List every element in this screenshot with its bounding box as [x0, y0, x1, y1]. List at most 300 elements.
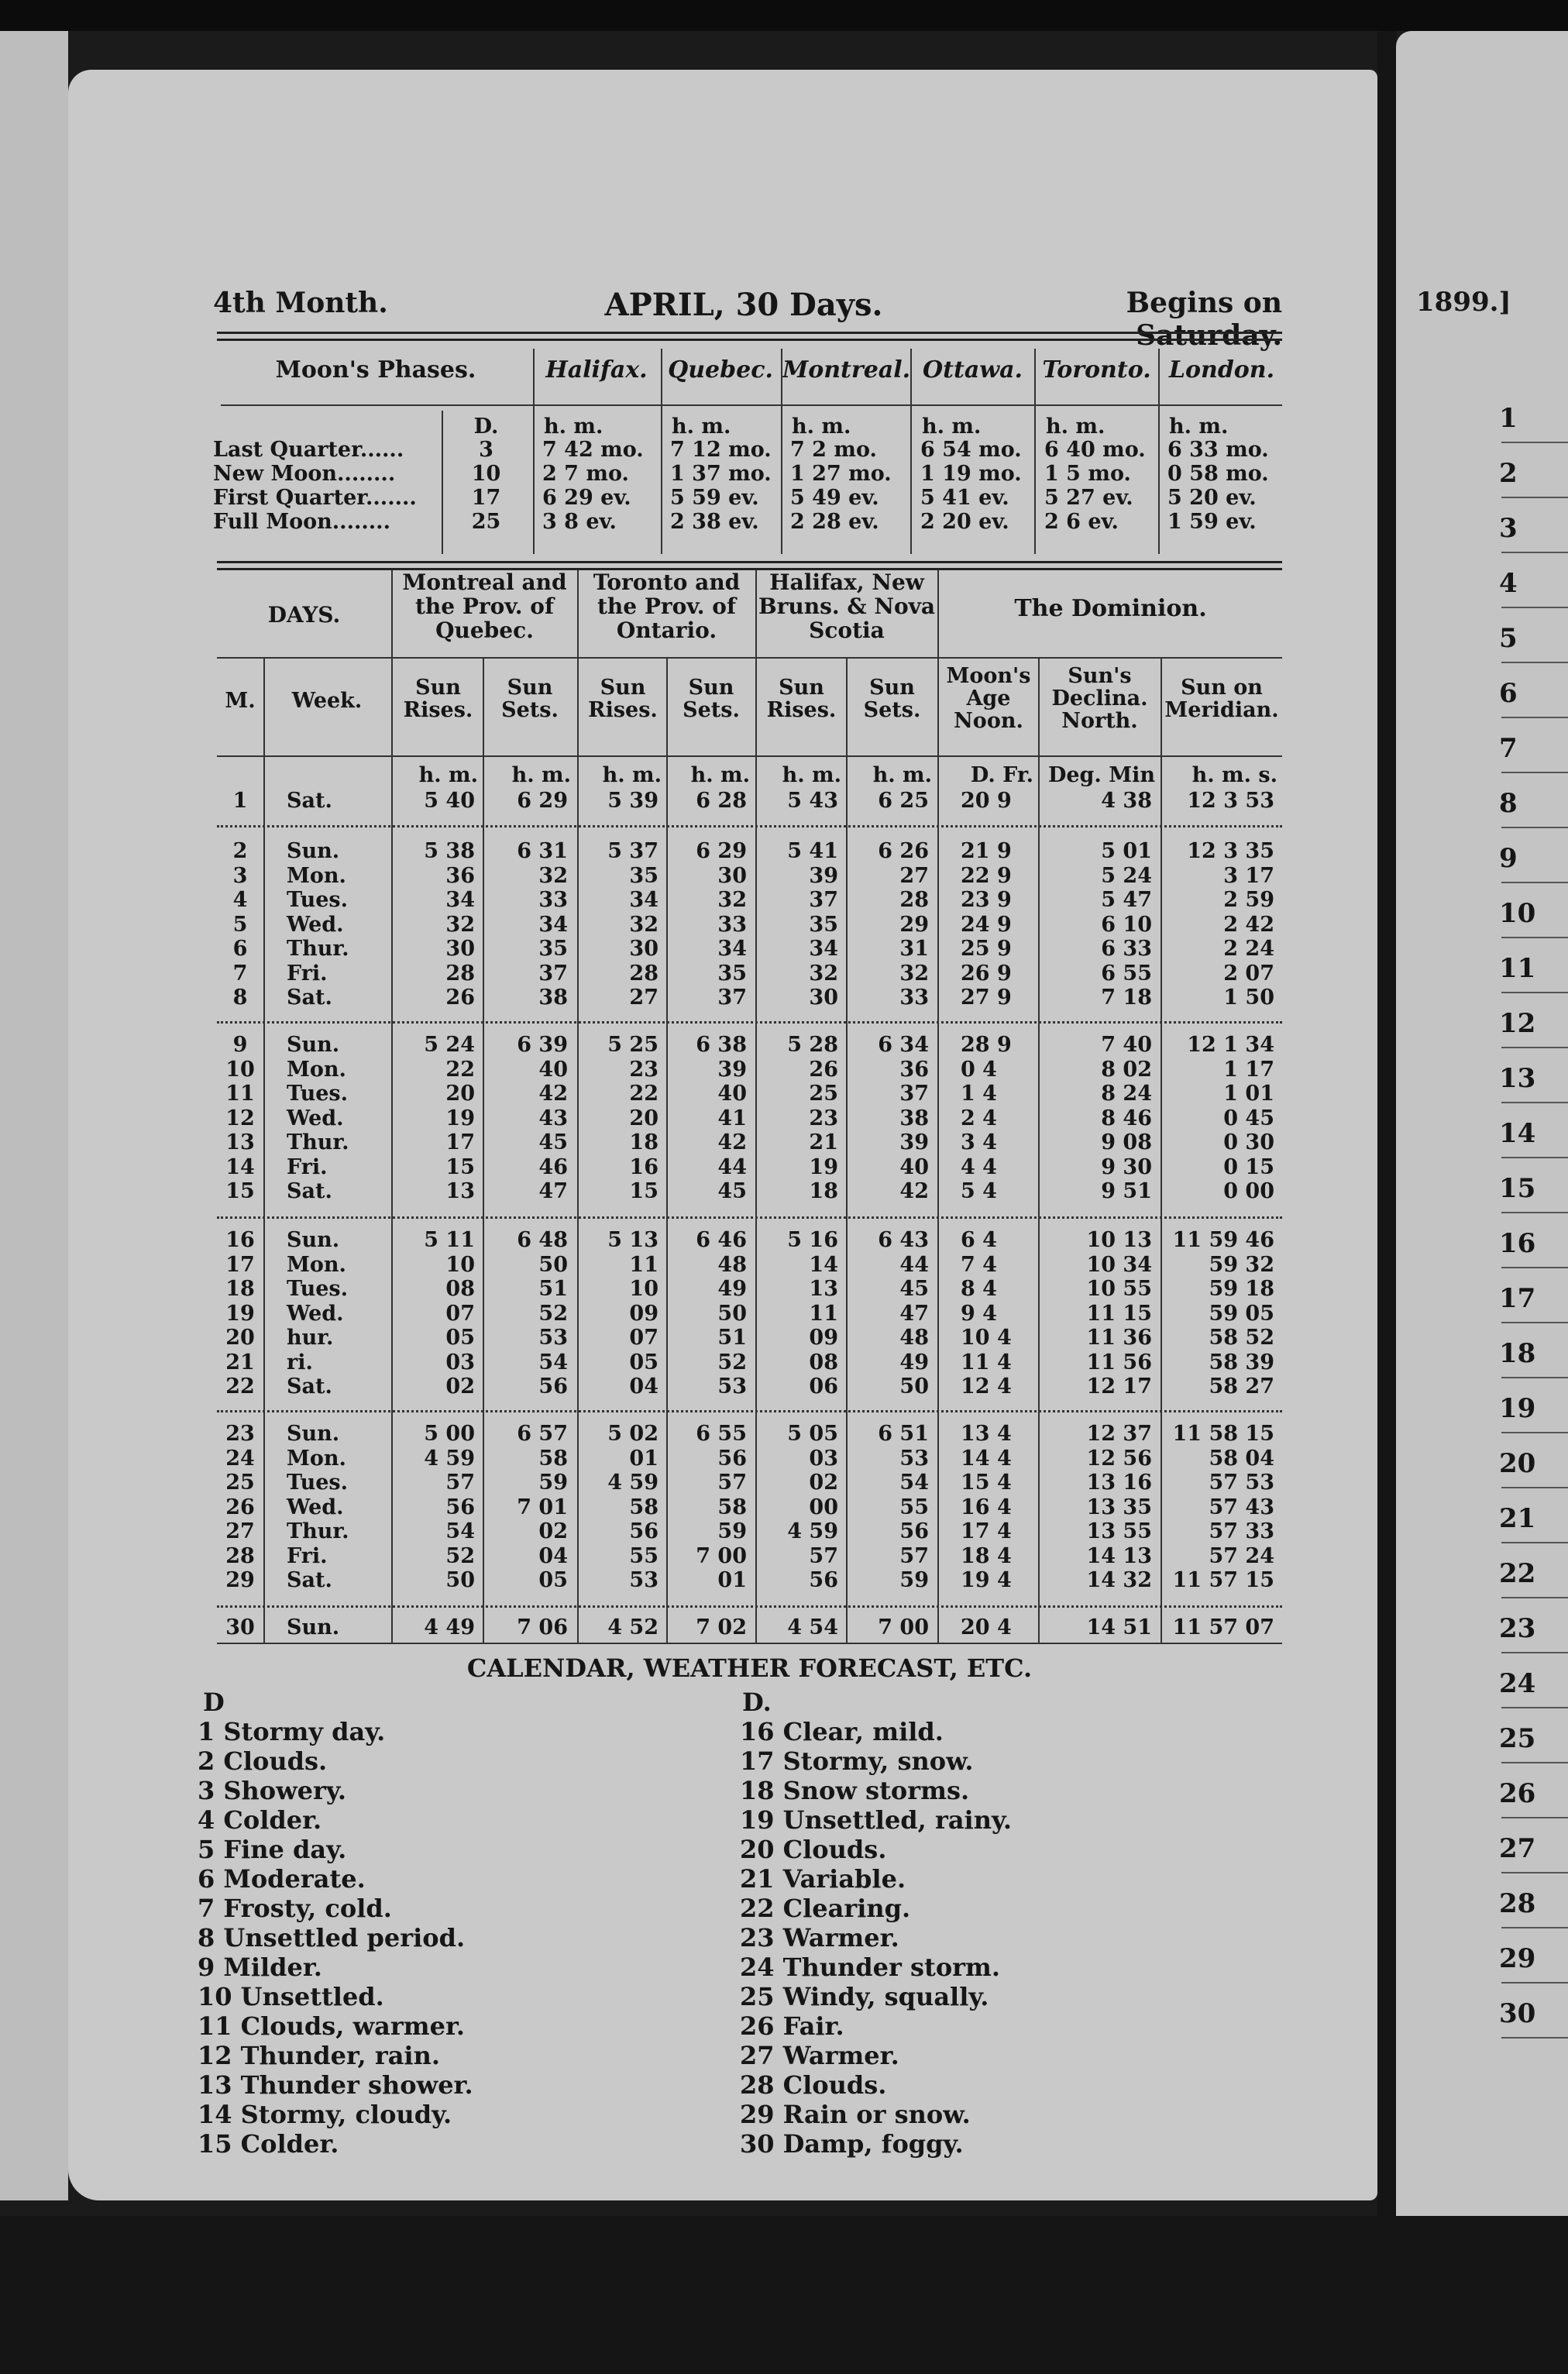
table-cell: 47: [899, 1301, 929, 1326]
calendar-entry: 12 Thunder, rain.: [198, 2041, 440, 2070]
table-cell: 22 9: [961, 863, 1012, 888]
phase-city-montreal: Montreal.: [782, 356, 911, 384]
table-cell: 54: [538, 1350, 568, 1375]
table-cell: 34: [809, 937, 838, 961]
table-cell: Sun.: [287, 1033, 340, 1057]
table-cell: 51: [717, 1326, 747, 1350]
table-cell: 24 9: [961, 912, 1012, 937]
table-cell: 53: [629, 1568, 658, 1592]
table-cell: 0 15: [1223, 1154, 1274, 1179]
phase-time: 7 42 mo.: [542, 438, 644, 462]
table-cell: 23 9: [961, 888, 1012, 912]
table-cell: 10 34: [1086, 1252, 1152, 1277]
table-cell: 39: [899, 1130, 929, 1154]
facing-day-number: 12: [1499, 1008, 1536, 1039]
phase-city-london: London.: [1168, 356, 1275, 384]
phase-city-quebec: Quebec.: [668, 356, 773, 384]
table-cell: 4 59: [607, 1471, 658, 1495]
table-cell: Thur.: [287, 1130, 349, 1154]
table-cell: 2: [232, 839, 248, 863]
table-cell: 42: [899, 1179, 929, 1203]
phase-time: 2 6 ev.: [1044, 510, 1119, 534]
table-cell: 59 05: [1209, 1301, 1274, 1326]
table-cell: 20: [629, 1106, 658, 1130]
header-rule: [217, 332, 1282, 334]
table-cell: 41: [717, 1106, 747, 1130]
calendar-entry: 16 Clear, mild.: [740, 1717, 944, 1746]
facing-page-year: 1899.]: [1416, 287, 1511, 318]
facing-day-number: 24: [1499, 1668, 1536, 1699]
table-cell: 5 00: [424, 1422, 475, 1446]
table-cell: 03: [809, 1446, 838, 1471]
phase-time: 6 54 mo.: [920, 438, 1022, 462]
table-cell: 8 24: [1101, 1082, 1152, 1106]
table-cell: Tues.: [287, 888, 349, 912]
unit-label: Deg. Min: [1047, 763, 1155, 787]
table-cell: 57 33: [1209, 1519, 1274, 1543]
table-cell: 7 00: [878, 1615, 929, 1639]
table-cell: 6 28: [696, 789, 747, 813]
facing-day-number: 2: [1499, 458, 1518, 489]
table-cell: 30: [445, 937, 475, 961]
table-cell: 02: [538, 1519, 568, 1543]
table-cell: 56: [629, 1519, 658, 1543]
phase-name: New Moon........: [213, 462, 396, 486]
calendar-entry: 28 Clouds.: [740, 2070, 887, 2100]
table-cell: 04: [629, 1375, 658, 1399]
table-cell: Sat.: [287, 789, 332, 813]
group-quebec: Montreal and the Prov. of Quebec.: [402, 569, 567, 643]
table-cell: 15: [629, 1179, 658, 1203]
table-cell: 7 02: [696, 1615, 747, 1639]
table-cell: 12 3 53: [1187, 789, 1274, 813]
table-cell: 49: [717, 1277, 747, 1301]
row-line: [1501, 2037, 1568, 2094]
table-cell: 5 16: [787, 1228, 838, 1252]
table-cell: 11: [809, 1301, 838, 1326]
table-cell: 07: [629, 1326, 658, 1350]
table-cell: 45: [899, 1277, 929, 1301]
phase-time: 1 59 ev.: [1167, 510, 1257, 534]
table-cell: 56: [899, 1519, 929, 1543]
table-cell: 7 18: [1101, 986, 1152, 1010]
table-cell: 57: [899, 1543, 929, 1568]
table-cell: 7 40: [1101, 1033, 1152, 1057]
table-cell: 14: [809, 1252, 838, 1277]
table-cell: 56: [809, 1568, 838, 1592]
phase-time: 7 12 mo.: [670, 438, 772, 462]
phase-day: 10: [471, 462, 501, 486]
table-cell: 6 46: [696, 1228, 747, 1252]
table-cell: 57: [445, 1471, 475, 1495]
facing-day-number: 7: [1499, 733, 1518, 764]
table-cell: 09: [629, 1301, 658, 1326]
table-cell: 9 51: [1101, 1179, 1152, 1203]
table-cell: Sat.: [287, 1375, 332, 1399]
table-cell: 18 4: [961, 1543, 1012, 1568]
phase-unit-hm: h. m.: [792, 415, 851, 439]
table-cell: 2 42: [1223, 912, 1274, 937]
table-cell: 22: [445, 1057, 475, 1082]
phase-time: 1 37 mo.: [670, 462, 772, 486]
phase-time: 5 49 ev.: [790, 486, 879, 510]
table-cell: 12 3 35: [1187, 839, 1274, 863]
col-sun-rises-q: Sun Rises.: [403, 676, 473, 722]
phase-unit-hm: h. m.: [922, 415, 982, 439]
table-cell: Fri.: [287, 1154, 328, 1179]
page-title: APRIL, 30 Days.: [604, 287, 883, 323]
table-cell: 49: [899, 1350, 929, 1375]
table-cell: 6 29: [696, 839, 747, 863]
table-cell: 13: [809, 1277, 838, 1301]
table-cell: 12: [225, 1106, 255, 1130]
table-cell: 19: [225, 1301, 255, 1326]
calendar-entry: 14 Stormy, cloudy.: [198, 2100, 452, 2129]
table-cell: 51: [538, 1277, 568, 1301]
table-cell: 55: [629, 1543, 658, 1568]
table-header-line: [217, 657, 1282, 659]
table-cell: 23: [225, 1422, 255, 1446]
facing-day-number: 30: [1499, 1998, 1536, 2029]
phase-unit-hm: h. m.: [1169, 415, 1229, 439]
table-cell: 23: [809, 1106, 838, 1130]
col-sun-sets-o: Sun Sets.: [683, 676, 740, 722]
table-cell: 42: [538, 1082, 568, 1106]
table-cell: 31: [899, 937, 929, 961]
facing-day-number: 29: [1499, 1943, 1536, 1974]
calendar-entry: 10 Unsettled.: [198, 1982, 384, 2011]
table-cell: 00: [809, 1495, 838, 1519]
table-cell: 57 53: [1209, 1471, 1274, 1495]
table-cell: 5 01: [1101, 839, 1152, 863]
table-cell: 6 33: [1101, 937, 1152, 961]
subheader-line: [217, 755, 1282, 757]
table-cell: 2 07: [1223, 961, 1274, 986]
table-cell: 5 38: [424, 839, 475, 863]
table-cell: 7 00: [696, 1543, 747, 1568]
week-separator: [217, 1605, 1282, 1608]
phase-time: 5 41 ev.: [920, 486, 1009, 510]
table-cell: 50: [445, 1568, 475, 1592]
table-cell: Wed.: [287, 912, 344, 937]
table-cell: 19: [809, 1154, 838, 1179]
table-cell: 34: [445, 888, 475, 912]
phase-divider: [661, 349, 662, 554]
table-cell: 54: [899, 1471, 929, 1495]
phase-time: 5 59 ev.: [670, 486, 759, 510]
table-cell: 6: [232, 937, 248, 961]
table-cell: 21: [225, 1350, 255, 1375]
table-cell: 11 59 46: [1172, 1228, 1274, 1252]
facing-day-number: 26: [1499, 1778, 1536, 1809]
table-cell: Sun.: [287, 839, 340, 863]
table-cell: 5 05: [787, 1422, 838, 1446]
table-cell: 28: [445, 961, 475, 986]
table-cell: 59: [538, 1471, 568, 1495]
table-cell: 6 55: [696, 1422, 747, 1446]
table-cell: 30: [629, 937, 658, 961]
table-cell: 55: [899, 1495, 929, 1519]
table-cell: 6 57: [517, 1422, 568, 1446]
table-cell: 6 31: [517, 839, 568, 863]
facing-day-number: 21: [1499, 1503, 1536, 1534]
table-cell: Tues.: [287, 1082, 349, 1106]
phases-header-line: [221, 404, 1282, 406]
table-cell: 6 25: [878, 789, 929, 813]
facing-day-number: 28: [1499, 1888, 1536, 1919]
phase-name: Last Quarter......: [213, 438, 404, 462]
table-cell: 4: [232, 888, 248, 912]
facing-day-number: 23: [1499, 1613, 1536, 1644]
calendar-entry: 15 Colder.: [198, 2129, 339, 2159]
table-cell: 56: [538, 1375, 568, 1399]
table-cell: 57 24: [1209, 1543, 1274, 1568]
phase-divider: [910, 349, 912, 554]
table-cell: 5 28: [787, 1033, 838, 1057]
table-cell: 22: [225, 1375, 255, 1399]
table-cell: 10: [225, 1057, 255, 1082]
phase-day: 17: [471, 486, 501, 510]
phase-day: 25: [471, 510, 501, 534]
table-cell: 11 58 15: [1172, 1422, 1274, 1446]
calendar-right-head: D.: [742, 1688, 772, 1717]
facing-day-number: 19: [1499, 1393, 1536, 1424]
table-cell: 13: [445, 1179, 475, 1203]
table-cell: 8 4: [961, 1277, 997, 1301]
table-cell: 39: [809, 863, 838, 888]
table-cell: 34: [717, 937, 747, 961]
table-cell: 10 55: [1086, 1277, 1152, 1301]
calendar-entry: 22 Clearing.: [740, 1894, 911, 1923]
table-divider: [391, 570, 393, 1643]
phase-time: 2 20 ev.: [920, 510, 1009, 534]
facing-day-number: 4: [1499, 568, 1518, 599]
table-cell: 30: [809, 986, 838, 1010]
col-moon-age: Moon's Age Noon.: [946, 664, 1031, 733]
table-cell: 4 49: [424, 1615, 475, 1639]
table-cell: 52: [717, 1350, 747, 1375]
table-cell: Wed.: [287, 1106, 344, 1130]
phase-name: First Quarter.......: [213, 486, 417, 510]
phase-divider: [781, 349, 782, 554]
phase-time: 1 5 mo.: [1044, 462, 1131, 486]
table-cell: 20: [445, 1082, 475, 1106]
facing-day-number: 25: [1499, 1723, 1536, 1754]
table-cell: 25 9: [961, 937, 1012, 961]
table-cell: 44: [899, 1252, 929, 1277]
col-sun-sets-ns: Sun Sets.: [863, 676, 921, 722]
table-cell: 35: [629, 863, 658, 888]
phase-divider: [1158, 349, 1160, 554]
table-cell: 29: [225, 1568, 255, 1592]
table-cell: 6 34: [878, 1033, 929, 1057]
table-cell: 5 47: [1101, 888, 1152, 912]
table-cell: 13 35: [1086, 1495, 1152, 1519]
calendar-entry: 26 Fair.: [740, 2011, 844, 2041]
facing-day-number: 20: [1499, 1448, 1536, 1479]
table-cell: 7: [232, 961, 248, 986]
calendar-entry: 6 Moderate.: [198, 1864, 366, 1894]
table-cell: 16: [225, 1228, 255, 1252]
bottom-border: [0, 2216, 1568, 2374]
table-cell: 12 56: [1086, 1446, 1152, 1471]
table-cell: 45: [538, 1130, 568, 1154]
table-cell: 9 08: [1101, 1130, 1152, 1154]
calendar-entry: 20 Clouds.: [740, 1835, 887, 1864]
table-cell: 6 38: [696, 1033, 747, 1057]
table-cell: 4 38: [1101, 789, 1152, 813]
phase-divider: [533, 349, 535, 554]
table-cell: 11: [629, 1252, 658, 1277]
table-cell: 26: [225, 1495, 255, 1519]
table-cell: 1: [232, 789, 248, 813]
table-cell: 20 9: [961, 789, 1012, 813]
table-cell: 11 57 15: [1172, 1568, 1274, 1592]
table-cell: 14 51: [1086, 1615, 1152, 1639]
calendar-entry: 1 Stormy day.: [198, 1717, 386, 1746]
table-cell: Sun.: [287, 1615, 340, 1639]
unit-label: h. m.: [602, 763, 662, 787]
facing-day-number: 13: [1499, 1063, 1536, 1094]
table-cell: 14 13: [1086, 1543, 1152, 1568]
table-cell: 1 4: [961, 1082, 997, 1106]
table-cell: 3: [232, 863, 248, 888]
table-cell: Tues.: [287, 1277, 349, 1301]
facing-day-number: 16: [1499, 1228, 1536, 1259]
table-cell: 42: [717, 1130, 747, 1154]
facing-day-number: 18: [1499, 1338, 1536, 1369]
table-cell: 58 27: [1209, 1375, 1274, 1399]
table-cell: 10 4: [961, 1326, 1012, 1350]
table-cell: 11 56: [1086, 1350, 1152, 1375]
table-cell: 6 48: [517, 1228, 568, 1252]
table-cell: 14 32: [1086, 1568, 1152, 1592]
table-cell: 16 4: [961, 1495, 1012, 1519]
facing-day-number: 22: [1499, 1558, 1536, 1589]
table-cell: 58: [538, 1446, 568, 1471]
table-cell: 58 39: [1209, 1350, 1274, 1375]
table-cell: 5 37: [607, 839, 658, 863]
table-cell: 18: [629, 1130, 658, 1154]
phase-time: 1 27 mo.: [790, 462, 892, 486]
table-cell: 46: [538, 1154, 568, 1179]
week-separator: [217, 1021, 1282, 1024]
table-cell: 15: [225, 1179, 255, 1203]
table-cell: 1 17: [1223, 1057, 1274, 1082]
table-cell: 19 4: [961, 1568, 1012, 1592]
table-cell: 23: [629, 1057, 658, 1082]
table-cell: Sat.: [287, 1179, 332, 1203]
table-cell: 43: [538, 1106, 568, 1130]
table-cell: 26 9: [961, 961, 1012, 986]
table-cell: 6 51: [878, 1422, 929, 1446]
phase-unit-hm: h. m.: [544, 415, 603, 439]
table-cell: Mon.: [287, 1252, 346, 1277]
table-cell: 32: [538, 863, 568, 888]
calendar-entry: 21 Variable.: [740, 1864, 906, 1894]
table-cell: hur.: [287, 1326, 334, 1350]
table-cell: 52: [538, 1301, 568, 1326]
table-cell: 28 9: [961, 1033, 1012, 1057]
table-cell: 01: [717, 1568, 747, 1592]
table-cell: 6 43: [878, 1228, 929, 1252]
table-cell: 12 17: [1086, 1375, 1152, 1399]
col-sun-rises-o: Sun Rises.: [588, 676, 658, 722]
phase-day: 3: [479, 438, 493, 462]
week-separator: [217, 1216, 1282, 1219]
unit-label: h. m.: [690, 763, 750, 787]
table-cell: 13: [225, 1130, 255, 1154]
unit-label: h. m.: [872, 763, 932, 787]
table-cell: 47: [538, 1179, 568, 1203]
facing-day-number: 8: [1499, 788, 1518, 819]
table-cell: 32: [717, 888, 747, 912]
unit-label: D. Fr.: [970, 763, 1033, 787]
phase-time: 6 29 ev.: [542, 486, 631, 510]
table-cell: 08: [445, 1277, 475, 1301]
table-cell: 0 30: [1223, 1130, 1274, 1154]
days-label: DAYS.: [267, 602, 341, 628]
table-cell: 22: [629, 1082, 658, 1106]
table-cell: Mon.: [287, 1057, 346, 1082]
table-cell: Sun.: [287, 1228, 340, 1252]
phases-bottom-rule: [217, 561, 1282, 563]
table-cell: 21 9: [961, 839, 1012, 863]
left-page-edge: [0, 31, 68, 2200]
table-cell: 5 25: [607, 1033, 658, 1057]
table-cell: 40: [717, 1082, 747, 1106]
calendar-entry: 18 Snow storms.: [740, 1776, 970, 1805]
col-sun-rises-ns: Sun Rises.: [766, 676, 837, 722]
col-meridian: Sun on Meridian.: [1164, 676, 1279, 722]
table-cell: 24: [225, 1446, 255, 1471]
unit-label: h. m. s.: [1191, 763, 1277, 787]
calendar-entry: 23 Warmer.: [740, 1923, 899, 1953]
table-cell: 2 59: [1223, 888, 1274, 912]
table-cell: 04: [538, 1543, 568, 1568]
table-cell: 35: [809, 912, 838, 937]
table-cell: 01: [629, 1446, 658, 1471]
table-cell: 5 43: [787, 789, 838, 813]
calendar-entry: 4 Colder.: [198, 1805, 322, 1835]
phase-unit-d: D.: [473, 415, 499, 439]
facing-day-number: 11: [1499, 953, 1536, 984]
table-cell: 1 50: [1223, 986, 1274, 1010]
facing-day-number: 1: [1499, 403, 1518, 434]
begins-on: Begins on Saturday.: [1126, 287, 1282, 352]
table-cell: 5 24: [1101, 863, 1152, 888]
table-cell: Wed.: [287, 1495, 344, 1519]
calendar-entry: 5 Fine day.: [198, 1835, 347, 1864]
table-cell: 56: [445, 1495, 475, 1519]
table-cell: 5 40: [424, 789, 475, 813]
phase-time: 1 19 mo.: [920, 462, 1022, 486]
table-cell: 11 57 07: [1172, 1615, 1274, 1639]
table-cell: 5 02: [607, 1422, 658, 1446]
calendar-entry: 25 Windy, squally.: [740, 1982, 989, 2011]
table-cell: 25: [809, 1082, 838, 1106]
table-cell: 6 39: [517, 1033, 568, 1057]
table-cell: 19: [445, 1106, 475, 1130]
calendar-entry: 9 Milder.: [198, 1953, 322, 1982]
table-cell: 15: [445, 1154, 475, 1179]
table-cell: 6 10: [1101, 912, 1152, 937]
table-cell: 5: [232, 912, 248, 937]
table-cell: 13 4: [961, 1422, 1012, 1446]
table-cell: 50: [538, 1252, 568, 1277]
table-cell: 7 4: [961, 1252, 997, 1277]
group-ontario: Toronto and the Prov. of Ontario.: [593, 569, 741, 643]
